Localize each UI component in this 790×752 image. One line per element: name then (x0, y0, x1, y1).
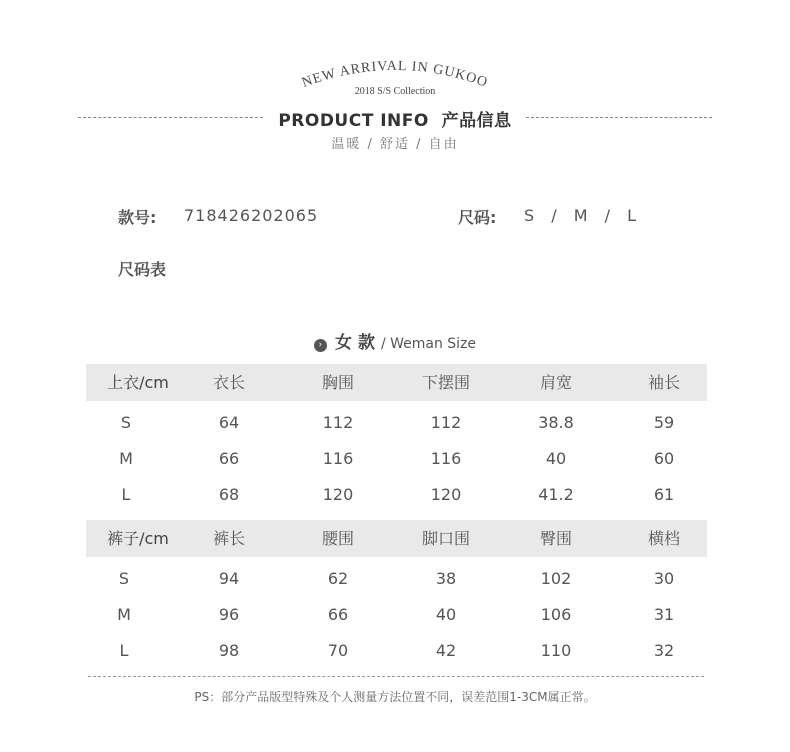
table-cell: M (119, 449, 133, 468)
table-cell: 41.2 (538, 485, 574, 504)
header-cell: 裤子/cm (107, 529, 169, 548)
table-cell: 68 (218, 485, 240, 504)
table-cell: 116 (430, 449, 462, 468)
header-cell: 裤长 (212, 529, 245, 548)
table-cell: 42 (435, 641, 457, 660)
table-cell: 70 (327, 641, 349, 660)
style-number-value: 718426202065 (184, 206, 319, 225)
chevron-right-circle-icon: › (314, 339, 327, 352)
collection-label: 2018 S/S Collection (354, 86, 436, 97)
table-row (86, 597, 707, 633)
table-cell: 98 (218, 641, 240, 660)
header-cell: 上衣/cm (107, 373, 169, 392)
table-cell: 120 (322, 485, 354, 504)
table-row (86, 441, 707, 477)
table-cell: L (119, 641, 129, 660)
footer-note: PS：部分产品版型特殊及个人测量方法位置不同，误差范围1-3CM属正常。 (194, 690, 596, 704)
header-cell: 臀围 (539, 529, 572, 548)
table-cell: 59 (653, 413, 675, 432)
header-cell: 脚口围 (421, 529, 470, 548)
table-cell: 61 (653, 485, 675, 504)
table-cell: 120 (430, 485, 462, 504)
header-cell: 横档 (647, 529, 680, 548)
table-cell: M (117, 605, 131, 624)
size-value: S / M / L (524, 206, 637, 225)
table-cell: 66 (218, 449, 240, 468)
style-number-label: 款号: (118, 208, 157, 227)
section-title-en: / Weman Size (380, 336, 477, 352)
table-row (86, 561, 707, 597)
table-cell: 102 (540, 569, 572, 588)
pants-size-table (86, 520, 707, 669)
table-cell: 94 (218, 569, 240, 588)
table-cell: S (118, 569, 130, 588)
table-cell: S (120, 413, 132, 432)
table-cell: 64 (218, 413, 240, 432)
table-cell: 116 (322, 449, 354, 468)
arc-text: NEW ARRIVAL IN GUKOO (300, 58, 490, 91)
table-cell: L (121, 485, 131, 504)
section-heading (0, 328, 790, 353)
table-cell: 40 (435, 605, 457, 624)
top-size-table (86, 364, 707, 513)
table-cell: 106 (540, 605, 572, 624)
header-cell: 胸围 (321, 373, 354, 392)
table-header (86, 520, 707, 557)
title-row (0, 104, 790, 132)
table-cell: 110 (540, 641, 572, 660)
table-cell: 32 (653, 641, 675, 660)
table-row (86, 633, 707, 669)
table-cell: 62 (327, 569, 349, 588)
table-row (86, 477, 707, 513)
page-subtitle: 温暖 / 舒适 / 自由 (331, 137, 459, 152)
table-cell: 38.8 (538, 413, 574, 432)
header-cell: 下摆围 (421, 373, 470, 392)
header-cell: 衣长 (212, 373, 245, 392)
table-cell: 60 (653, 449, 675, 468)
footer-divider (88, 676, 704, 677)
header-cell: 肩宽 (539, 373, 572, 392)
table-cell: 30 (653, 569, 675, 588)
table-cell: 96 (218, 605, 240, 624)
header-cell: 袖长 (647, 373, 680, 392)
page-title: PRODUCT INFO 产品信息 (278, 111, 512, 131)
size-label: 尺码: (458, 208, 497, 227)
table-header (86, 364, 707, 401)
table-cell: 40 (545, 449, 567, 468)
size-chart-label: 尺码表 (118, 260, 167, 279)
table-cell: 31 (653, 605, 675, 624)
table-cell: 66 (327, 605, 349, 624)
header-cell: 腰围 (321, 529, 354, 548)
table-cell: 112 (430, 413, 462, 432)
table-row (86, 405, 707, 441)
table-cell: 112 (322, 413, 354, 432)
title-divider-right (526, 117, 712, 118)
table-cell: 38 (435, 569, 457, 588)
section-title-cn: 女款 (334, 333, 381, 353)
